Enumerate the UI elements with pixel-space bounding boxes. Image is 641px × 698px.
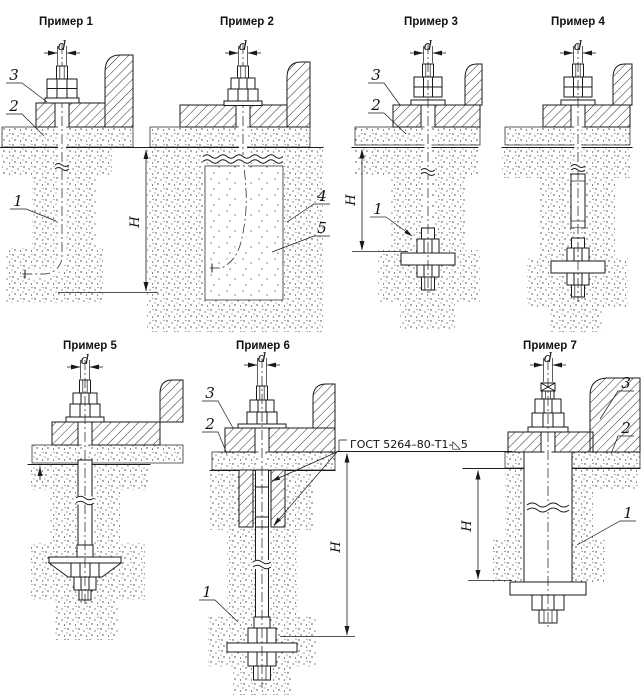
example-1-d-label: d — [57, 39, 67, 54]
example-5-machine-flange — [52, 422, 78, 445]
example-1-thread-stub — [57, 66, 68, 79]
example-5-d-label: d — [80, 353, 90, 368]
example-2-title: Пример 2 — [220, 16, 274, 28]
example-1-machine-column — [105, 55, 133, 127]
example-3-machine-flange — [393, 105, 421, 127]
example-1-part-label-1: 1 — [13, 192, 23, 210]
example-1-part-label-2: 2 — [9, 97, 19, 115]
example-3-title: Пример 3 — [404, 16, 458, 28]
example-2-part-label-5: 5 — [317, 219, 327, 237]
example-7-machine-flange — [508, 432, 541, 452]
example-5-machine-column — [160, 380, 183, 422]
example-1-part-label-3: 3 — [9, 66, 19, 84]
example-1-washer — [45, 98, 79, 103]
example-6-machine-flange — [225, 428, 255, 452]
example-2 — [147, 16, 330, 332]
example-2-lower-nut — [228, 89, 258, 101]
example-3-part-label-1: 1 — [373, 200, 383, 218]
example-2-d-label: d — [238, 39, 248, 54]
example-3-part-label-3: 3 — [371, 66, 381, 84]
example-4-d-label: d — [573, 39, 583, 54]
example-6-sleeve-wall-left — [239, 470, 253, 527]
example-3 — [344, 16, 482, 330]
example-6-machine-column — [313, 384, 335, 428]
example-3-h-label: H — [344, 194, 359, 206]
example-7-foundation — [492, 469, 524, 582]
example-7-d-label: d — [543, 351, 553, 366]
example-6-title: Пример 6 — [236, 340, 290, 352]
example-6-weld-flag — [339, 440, 347, 451]
example-1 — [0, 16, 160, 303]
example-7-part-label-1: 1 — [623, 504, 633, 522]
example-4-foundation — [502, 148, 630, 332]
example-6-part-label-1: 1 — [202, 583, 212, 601]
example-7-part-label-3: 3 — [621, 374, 631, 392]
example-7-title: Пример 7 — [523, 340, 577, 352]
example-6-h-label: H — [329, 541, 344, 553]
example-2-washer — [224, 101, 262, 106]
example-6-weld-note: ГОСТ 5264–80-Т1-◺5 — [350, 438, 468, 451]
example-4-machine-flange — [543, 105, 571, 127]
example-2-machine-flange — [180, 105, 236, 127]
example-7-h-label: H — [460, 520, 475, 532]
example-2-machine-column — [287, 62, 310, 127]
example-4-machine-column — [613, 64, 632, 105]
example-3-d-label: d — [423, 39, 433, 54]
example-2-part-label-4: 4 — [317, 187, 327, 205]
example-7-part-label-2: 2 — [621, 419, 631, 437]
example-6-part-label-3: 3 — [205, 384, 215, 402]
example-7 — [460, 340, 640, 630]
example-1-machine-flange — [36, 103, 55, 127]
example-6 — [199, 340, 512, 695]
example-7-machine-column — [590, 378, 640, 452]
example-3-part-label-2: 2 — [371, 96, 381, 114]
example-1-h-label: H — [128, 216, 143, 228]
example-6-part-label-2: 2 — [205, 415, 215, 433]
example-3-machine-column — [465, 64, 482, 105]
example-1-title: Пример 1 — [39, 16, 93, 28]
example-4 — [502, 16, 632, 332]
example-1-foundation — [2, 148, 112, 303]
example-2-upper-nut — [231, 78, 255, 89]
example-5 — [28, 340, 183, 640]
example-5-title: Пример 5 — [63, 340, 117, 352]
example-6-d-label: d — [257, 351, 267, 366]
example-4-title: Пример 4 — [551, 16, 605, 28]
example-2-thread-stub — [238, 66, 249, 78]
